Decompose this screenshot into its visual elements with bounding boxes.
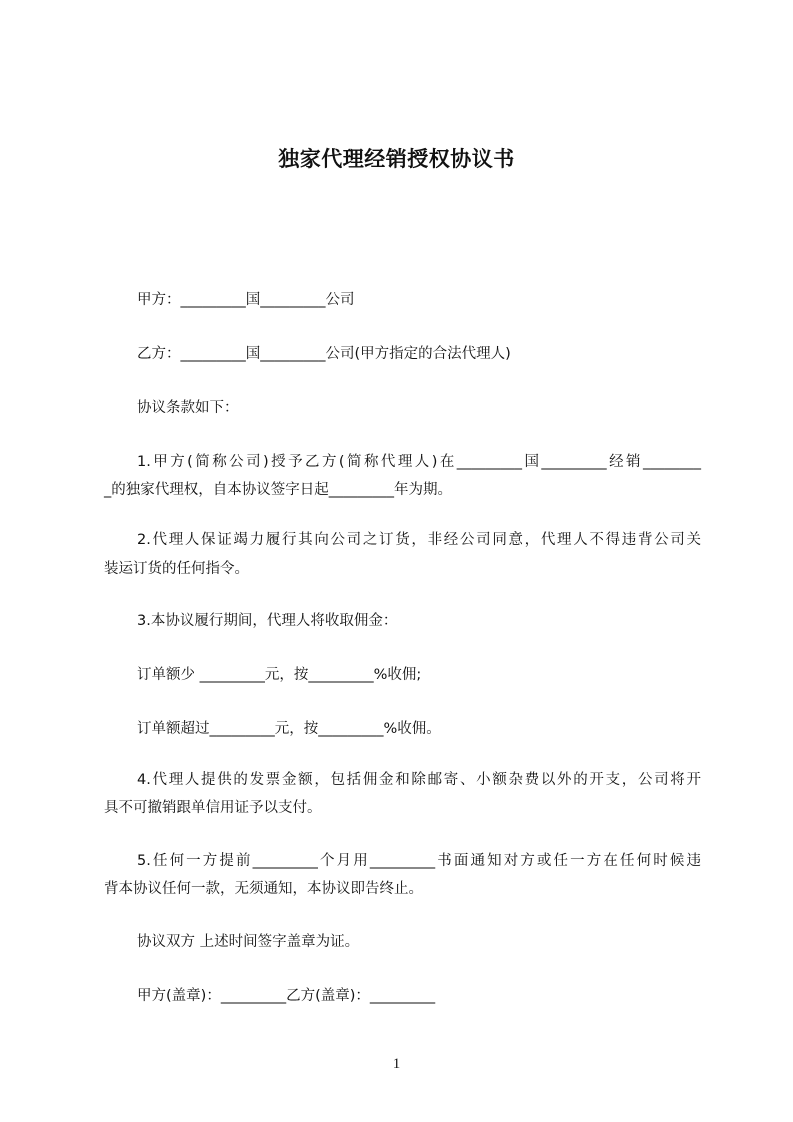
clause-1-line-2: _的独家代理权，自本协议签字日起_________年为期。 bbox=[104, 482, 452, 498]
signature-line: 甲方(盖章)：_________乙方(盖章)：_________ bbox=[137, 988, 436, 1004]
clause-1-line-1: 1.甲方(简称公司)授予乙方(简称代理人)在_________国_________经销________ bbox=[137, 454, 701, 470]
intro-line: 协议条款如下： bbox=[137, 400, 239, 416]
clause-5-line-2: 背本协议任何一款，无须通知，本协议即告终止。 bbox=[104, 881, 423, 897]
party-b-line: 乙方：_________国_________公司(甲方指定的合法代理人) bbox=[137, 346, 511, 362]
commission-low-line: 订单额少 _________元，按_________%收佣; bbox=[137, 667, 422, 683]
clause-4-line-2: 具不可撤销跟单信用证予以支付。 bbox=[104, 800, 322, 816]
clause-2-line-2: 装运订货的任何指令。 bbox=[104, 561, 249, 577]
clause-3-line: 3.本协议履行期间，代理人将收取佣金： bbox=[137, 613, 398, 629]
clause-5-line-1: 5.任何一方提前_________个月用_________书面通知对方或任一方在任何时候违 bbox=[137, 853, 701, 869]
commission-high-line: 订单额超过_________元，按_________%收佣。 bbox=[137, 721, 441, 737]
clause-2-line-1: 2.代理人保证竭力履行其向公司之订货，非经公司同意，代理人不得违背公司关 bbox=[137, 532, 701, 548]
witness-line: 协议双方 上述时间签字盖章为证。 bbox=[137, 934, 360, 950]
page-number: 1 bbox=[392, 1056, 401, 1072]
party-a-line: 甲方：_________国_________公司 bbox=[137, 292, 355, 308]
clause-4-line-1: 4.代理人提供的发票金额，包括佣金和除邮寄、小额杂费以外的开支，公司将开 bbox=[137, 772, 701, 788]
document-title: 独家代理经销授权协议书 bbox=[278, 147, 515, 171]
